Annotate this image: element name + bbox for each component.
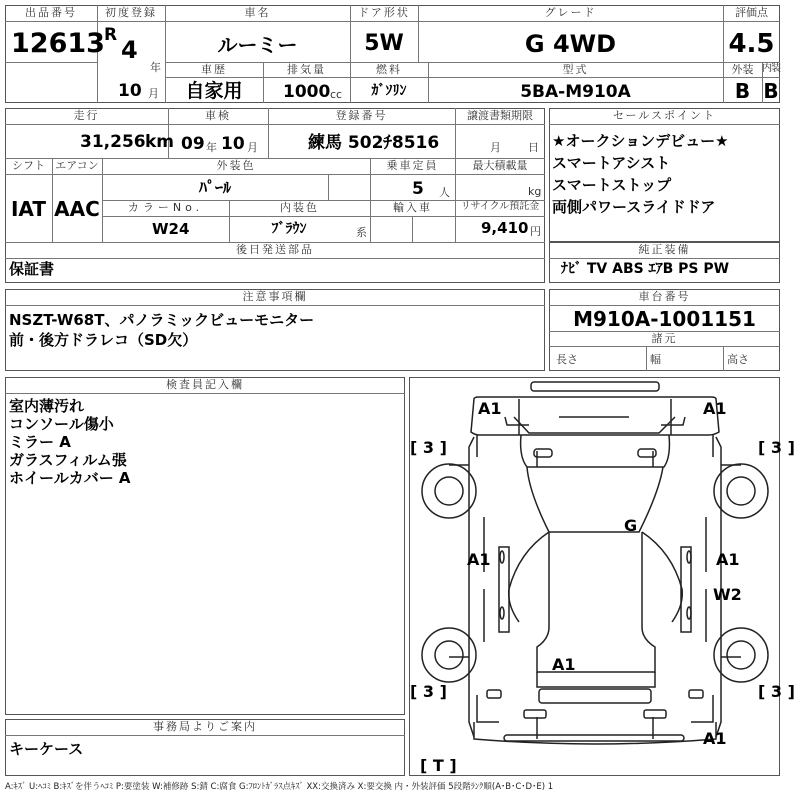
- notes-line: 前・後方ドラレコ（SD欠）: [9, 331, 198, 349]
- specs-label: 諸元: [651, 332, 678, 345]
- mileage-label: 走行: [73, 109, 100, 122]
- inspector-note: ホイールカバー A: [9, 469, 131, 487]
- max-load-label: 最大積載量: [472, 159, 528, 172]
- max-load-unit: kg: [528, 185, 542, 198]
- transfer-deadline-label: 譲渡書類期限: [467, 109, 533, 122]
- history: 自家用: [185, 80, 243, 102]
- grade: G 4WD: [524, 30, 617, 58]
- first-registration-month-unit: 月: [148, 87, 159, 100]
- chassis-number: M910A-1001151: [573, 307, 756, 331]
- recycle-fee-unit: 円: [530, 225, 541, 238]
- damage-mark-door-right-rear: W2: [713, 585, 742, 604]
- inspector-notes-label: 検査員記入欄: [166, 378, 244, 391]
- displacement-label: 排気量: [287, 63, 326, 76]
- lot-number: 12613: [11, 28, 105, 59]
- interior-grade-label: 内装: [762, 63, 780, 74]
- damage-mark-door-right: A1: [716, 550, 740, 569]
- interior-color: ﾌﾞﾗｳﾝ: [271, 221, 307, 237]
- tire-rating-rear-right: [ 3 ]: [758, 682, 795, 701]
- score: 4.5: [728, 29, 775, 59]
- first-registration-era: R: [104, 25, 118, 45]
- damage-mark-front-left: A1: [478, 399, 502, 418]
- chassis-number-label: 車台番号: [638, 290, 691, 303]
- damage-mark-windshield: G: [624, 516, 638, 535]
- registration-number: 練馬 502ﾁ8516: [308, 133, 440, 153]
- first-registration-label: 初度登録: [105, 6, 157, 19]
- history-label: 車歴: [201, 63, 227, 76]
- equipment-list: ﾅﾋﾞ TV ABS ｴｱB PS PW: [561, 261, 730, 277]
- color-number: W24: [152, 220, 190, 238]
- car-outline-diagram: [409, 377, 780, 776]
- shift-label: シフト: [12, 159, 45, 172]
- model-code-label: 型式: [562, 63, 589, 76]
- damage-code-legend: A:ｷｽﾞ U:ﾍｺﾐ B:ｷｽﾞを伴うﾍｺﾐ P:要塗装 W:補修跡 S:錆 C:腐食 G:ﾌﾛﾝﾄｶﾞﾗｽ点ｷｽﾞ XX:交換済み X:要交換 内・外装評価 5段階ﾗﾝｸ順(A･B･C･D･E) 1: [5, 782, 554, 792]
- interior-grade: B: [763, 79, 779, 103]
- height-label: 高さ: [727, 353, 749, 366]
- inspection-month-unit: 月: [247, 141, 258, 154]
- later-parts: 保証書: [9, 260, 55, 278]
- seating-capacity: 5: [412, 179, 424, 199]
- recycle-fee-label: リサイクル預託金: [460, 201, 540, 212]
- car-name-label: 車名: [244, 6, 271, 19]
- office-notice: キーケース: [9, 740, 84, 758]
- interior-color-label: 内装色: [280, 201, 319, 214]
- damage-mark-rear-right: A1: [703, 729, 727, 748]
- inspection-month: 10: [221, 134, 245, 154]
- shift: IAT: [10, 197, 46, 221]
- office-notice-label: 事務局よりご案内: [153, 720, 257, 733]
- inspector-note: ミラー A: [9, 433, 71, 451]
- transfer-month-unit: 月: [490, 141, 501, 154]
- air-conditioner-label: エアコン: [55, 159, 99, 172]
- lot-number-label: 出品番号: [25, 6, 77, 19]
- sales-point-item: スマートアシスト: [552, 154, 671, 172]
- inspection-label: 車検: [205, 109, 231, 122]
- mileage-unit: km: [145, 132, 175, 152]
- seating-capacity-unit: 人: [439, 186, 450, 199]
- model-code: 5BA-M910A: [520, 82, 631, 102]
- air-conditioner: AAC: [54, 197, 100, 221]
- inspection-year-unit: 年: [206, 141, 217, 154]
- inspector-note: ガラスフィルム張: [9, 451, 127, 469]
- sales-points-label: セールスポイント: [612, 109, 716, 122]
- later-parts-label: 後日発送部品: [236, 243, 314, 256]
- tire-rating-front-left: [ 3 ]: [410, 438, 447, 457]
- displacement-unit: cc: [330, 88, 343, 101]
- score-label: 評価点: [735, 6, 768, 19]
- mileage: 31,256: [80, 132, 146, 152]
- sales-point-item: ★オークションデビュー★: [552, 132, 729, 150]
- first-registration-year: 4: [121, 36, 138, 64]
- exterior-grade: B: [734, 79, 751, 103]
- width-label: 幅: [650, 353, 661, 366]
- registration-number-label: 登録番号: [335, 109, 388, 122]
- car-name: ルーミー: [217, 33, 298, 57]
- first-registration-year-unit: 年: [150, 61, 161, 74]
- interior-color-unit: 系: [356, 226, 367, 239]
- notes-label: 注意事項欄: [242, 290, 308, 303]
- fuel-label: 燃料: [376, 63, 402, 76]
- damage-mark-door-left: A1: [467, 550, 491, 569]
- door-type-label: ドア形状: [358, 6, 410, 19]
- inspector-note: 室内薄汚れ: [9, 397, 85, 415]
- damage-mark-roof: A1: [552, 655, 576, 674]
- spare-tire-rating: [ T ]: [420, 756, 457, 775]
- inspector-note: コンソール傷小: [9, 415, 114, 433]
- transfer-day-unit: 日: [528, 141, 539, 154]
- exterior-grade-label: 外装: [731, 63, 754, 76]
- sales-point-item: 両側パワースライドドア: [552, 198, 716, 216]
- first-registration-month: 10: [118, 81, 142, 101]
- equipment-label: 純正装備: [638, 243, 691, 256]
- color-number-label: カラーNo.: [127, 201, 204, 214]
- grade-label: グレード: [544, 6, 597, 19]
- exterior-color: ﾊﾟｰﾙ: [198, 178, 231, 197]
- fuel: ｶﾞｿﾘﾝ: [371, 83, 407, 99]
- recycle-fee: 9,410: [481, 219, 529, 237]
- notes-line: NSZT-W68T、パノラミックビューモニター: [9, 311, 315, 329]
- seating-capacity-label: 乗車定員: [386, 159, 439, 172]
- door-type: 5W: [364, 31, 404, 56]
- sales-point-item: スマートストップ: [552, 176, 672, 194]
- inspection-year: 09: [181, 134, 205, 154]
- displacement: 1000: [283, 82, 331, 102]
- exterior-color-label: 外装色: [216, 159, 256, 172]
- length-label: 長さ: [556, 353, 578, 366]
- tire-rating-front-right: [ 3 ]: [758, 438, 795, 457]
- import-label: 輸入車: [393, 201, 432, 214]
- damage-mark-front-right: A1: [703, 399, 727, 418]
- tire-rating-rear-left: [ 3 ]: [410, 682, 447, 701]
